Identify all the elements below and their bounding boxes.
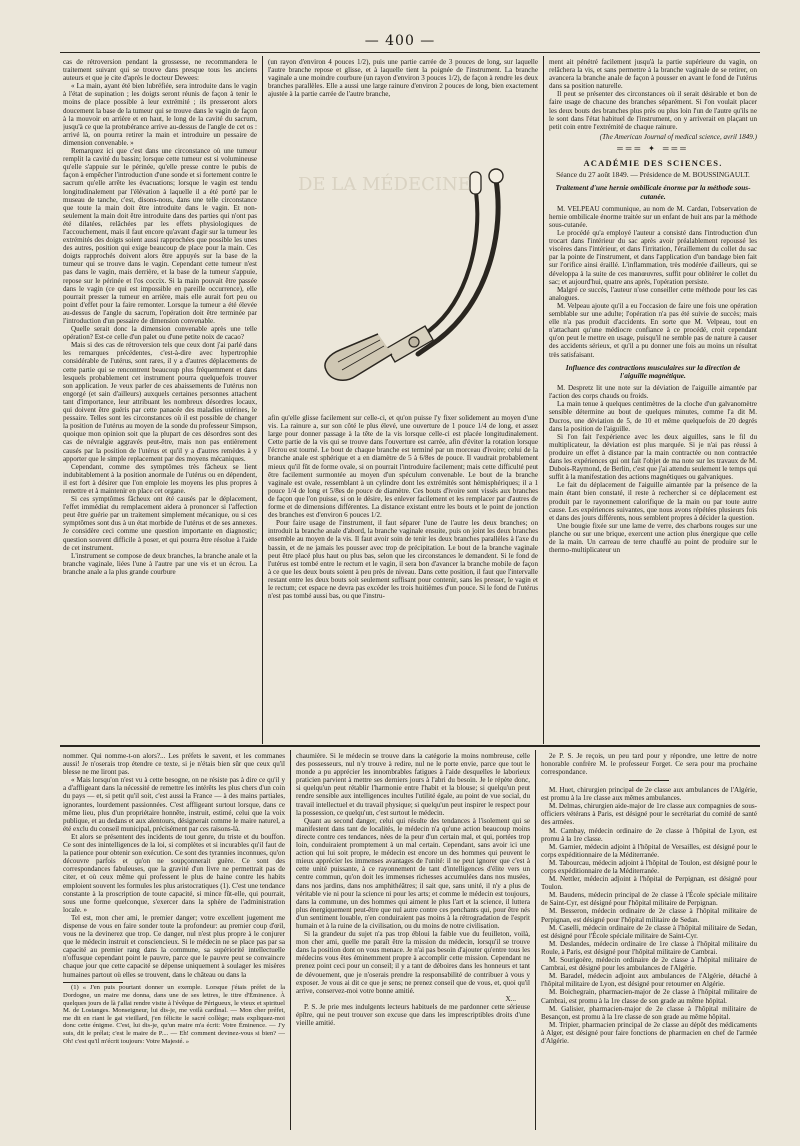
signature: X...: [505, 994, 516, 1003]
paragraph: nommer. Qui nomme-t-on alors?... Les préfets le savent, et les commanes aussi! Je n'oserais trop étendre ce texte, si je n'étais bien sûr que ceux qu'il blesse ne me liront pas.: [63, 752, 285, 777]
feuilleton-column-1: [63, 752, 285, 1130]
surgical-instrument-figure: [268, 140, 530, 412]
header-rule: [60, 52, 760, 53]
paragraph: « Mais lorsqu'on n'est vu à cette besogne, on ne résiste pas à dire ce qu'il y a d'affligeant dans la nécessité de remettre les intérêts les plus chers d'un coin du pays — et, si petit qu'il soit, c'est aussi la France — à des mains partiales, ignorantes, lourdement passionnées. C'est affligeant surtout lorsque, dans ce même lieu, plus d'un propriétaire honnête, instruit, estimé, celui que la voix publique, et au dedans et aux alentours, désignerait comme le maire naturel, a été exclu du conseil municipal, précisément par ces raisons-là.: [63, 776, 285, 833]
article-subheading: Influence des contractions musculaires sur la direction de l'aiguille magnétique.: [565, 362, 741, 380]
paragraph: Pour faire usage de l'instrument, il faut séparer l'une de l'autre les deux branches; on introduit la branche anale d'abord, la branche vaginale ensuite, puis on joint les deux branches ensemble au moyen de la vis. Il faut avoir soin de tenir les deux branches parallèles à l'axe du bassin, et de ne jamais les pousser avec trop de précipitation. Le bout de la branche vaginale peut être placé plus haut ou plus bas, selon que les circonstances le demandent. Si le fond de l'utérus est tombé entre le rectum et le vagin, il sera bon d'avancer la branche mobile de façon à ce que les deux bouts soient à peu près de niveau. Dans cette position, il faut que l'intervalle restant entre les deux bouts soit seulement suffisant pour contenir, sans les presser, le vagin et le rectum; cet espace ne devra pas excéder les trois huitièmes d'un pouce. Si le fond de l'utérus n'est pas tombé aussi bas, ou que l'instru-: [268, 519, 538, 601]
column-2-upper-top: [268, 58, 538, 138]
section-heading: ACADÉMIE DES SCIENCES.: [583, 158, 723, 169]
column-rule-3: [290, 750, 291, 1130]
paragraph: 2e P. S. Je reçois, un peu tard pour y répondre, une lettre de notre honorable confrère M. le professeur Forget. Ce sera pour ma prochaine correspondance.: [541, 752, 757, 777]
list-item: M. Nettler, médecin adjoint à l'hôpital de Perpignan, est désigné pour Toulon.: [541, 875, 757, 892]
list-item: M. Baradel, médecin adjoint aux ambulances de l'Algérie, détaché à l'hôpital militaire de Lyon, est désigné pour retourner en Algérie.: [541, 972, 757, 989]
paragraph: La main tenue à quelques centimètres de la cloche d'un galvanomètre sensible détermine au bout de quelques minutes, comme l'a dit M. Ducros, une déviation de 5, de 10 et même quelquefois de 20 degrés dans la position de l'aiguille.: [549, 400, 757, 433]
column-2-upper-bottom: [268, 414, 538, 742]
paragraph: chaumière. Si le médecin se trouve dans la catégorie la moins nombreuse, celle des possesseurs, nul n'y trouve à redire, nul ne le porte envie, parce que tout le monde a pu apprécier les innombrables fatigues à l'aide desquelles le laborieux praticien parvient à mettre ses derniers jours à l'abri du besoin. Je le répète donc, si quelqu'un peut rétablir l'harmonie entre l'habit et la blouse; si quelqu'un peut rendre sensible aux intelligences incultes l'utilité égale, au point de vue social, du travail intellectuel et du travail physique; si quelqu'un peut inspirer le respect pour la possession, ce quelqu'un, c'est surtout le médecin.: [296, 752, 530, 817]
paragraph: Cependant, comme des symptômes très fâcheux se lient indubitablement à la position anormale de l'utérus ou en dépendent, il est fort à désirer que l'on emploie les moyens les plus propres à remettre et à maintenir en place cet organe.: [63, 462, 257, 495]
paragraph: Malgré ce succès, l'auteur n'ose conseiller cette méthode pour les cas analogues.: [549, 285, 757, 302]
column-1-upper: [63, 58, 257, 742]
anal-branch-ivory-tip: [489, 169, 503, 183]
paragraph: Si ces symptômes fâcheux ont été causés par le déplacement, l'effet immédiat du remplacement aidera à prononcer si l'affection peut être guérie par un traitement simplement mécanique, ou si ces symptômes sont dus à un état morbide de l'utérus et de ses annexes. Je considère ceci comme une question importante en diagnostic; question souvent difficile à poser, et qui pourra être résolue à l'aide de cet instrument.: [63, 495, 257, 552]
paragraph: Tel est, mon cher ami, le premier danger; votre excellent jugement me dispense de vous en faire sonder toute la profondeur: au premier coup d'œil, vous ne la devinerez que trop. Ce danger, nul n'est plus propre à le conjurer que le médecin instruit et consciencieux. Si le médecin ne se place pas par sa capacité au premier rang dans la commune, sa supériorité intellectuelle n'offusque cependant point le pauvre, parce que le pauvre peut se convaincre chaque jour que cette capacité se dépense uniquement à soulager les misères humaines partout où elles se trouvent, dans le château ou dans la: [63, 913, 285, 979]
list-item: M. Caselli, médecin ordinaire de 2e classe à l'hôpital militaire de Sedan, est désigné pour l'École spéciale militaire de Saint-Cyr.: [541, 923, 757, 940]
svg-text:DE LA MÉDECINE: DE LA MÉDECINE: [298, 174, 471, 195]
paragraph: Si la grandeur du sujet n'a pas trop ébloui la faible vue du feuilleton, voilà, mon cher ami, quelle me paraît être la mission du médecin, lorsqu'il se trouve dans la position dont on vous menace. Je n'ai pas besoin d'ajouter qu'entre tous les médecins vous êtes éminemment propre à accomplir cette mission. Cependant ne prenez point ceci pour un conseil; il y a tant de déboires dans les honneurs et tant de dévouement, que je n'oserais prendre la responsabilité de contribuer à vous y exposer. Je vous ai dit ce que je sens; ne prenez conseil que de vous, et, quoi qu'il arrive, conservez-moi votre bonne amitié.: [296, 930, 530, 995]
paragraph: Il peut se présenter des circonstances où il serait désirable et bon de faire usage de chacune des branches séparément. Si l'on voulait placer les deux bouts des branches plus près ou plus loin l'un de l'autre qu'ils ne le sont dans l'état habituel de l'instrument, on y arriverait en plaçant un petit coin entre l'extrémité de chaque rainure.: [549, 90, 757, 131]
list-item: M. Galisier, pharmacien-major de 2e classe à l'hôpital militaire de Besançon, est promu à la 1re classe de son grade au même hôpital.: [541, 1004, 757, 1021]
list-item: M. Tripier, pharmacien principal de 2e classe au dépôt des médicaments à Alger, est désigné pour faire fonctions de pharmacien en chef de l'armée d'Algérie.: [541, 1020, 757, 1045]
paragraph: cas de rétroversion pendant la grossesse, ne recommandera le traitement suivant qui se trouve dans presque tous les anciens auteurs et que je cite d'après le docteur Dewees:: [63, 58, 257, 83]
list-item: M. Delmas, chirurgien aide-major de 1re classe aux compagnies de sous-officiers vétérans à Paris, est désigné pour le secrétariat du comité de santé des armées.: [541, 802, 757, 827]
list-item: M. Baudens, médecin principal de 2e classe à l'École spéciale militaire de Saint-Cyr, est désigné pour l'hôpital militaire de Perpignan.: [541, 891, 757, 908]
list-item: M. Deslandes, médecin ordinaire de 1re classe à l'hôpital militaire du Roule, à Paris, est désigné pour l'hôpital militaire de Cambrai.: [541, 939, 757, 956]
paragraph: « La main, ayant été bien lubréfiée, sera introduite dans le vagin à l'état de supination ; les doigts seront réunis de façon à tenir le moins de place possible à leur extrémité ; ils presseront alors doucement la base de la tumeur qui se trouve dans le vagin de façon à la mouvoir en arrière et en haut, le long de la cavité du sacrum, jusqu'à ce que la protubérance arrive au-dessus de l'angle de cet os : arrivé là, on pourra retirer la main et introduire un pessaire de dimension convenable. »: [63, 82, 257, 147]
paragraph: Mais si des cas de rétroversion tels que ceux dont j'ai parlé dans les remarques précédentes, c'est-à-dire avec hypertrophie considérable de l'utérus, sont rares, il y a d'autres déplacements de cette partie qui se rencontrent beaucoup plus fréquemment et dans lesquels probablement cet instrument pourra quelquefois trouver son application. Je veux parler de ces abaissements de l'utérus non engorgé (et sain d'ailleurs) auxquels certaines personnes attachent tant d'importance, leur attribuant les nombreux désordres locaux, qui doivent être guéris par cette panacée des maladies utérines, le pessaire. Telles sont les circonstances où il est possible de changer la position de l'utérus au moyen de la sonde du professeur Simpson, quoique mon opinion soit que la plupart de ces désordres sont des cas de névralgie aggravés peut-être, mais non pas entièrement causés par la position de l'utérus et qu'il y a d'autres remèdes à y apporter que le simple replacement par des moyens mécaniques.: [63, 341, 257, 463]
feuilleton-rule: [60, 745, 760, 747]
list-item: M. Huet, chirurgien principal de 2e classe aux ambulances de l'Algérie, est promu à la 1re classe aux mêmes ambulances.: [541, 786, 757, 803]
paragraph: Et alors se présentent des incidents de tout genre, du triste et du bouffon. Ce sont des inintelligences de la loi, si complètes et si incurables qu'il faut de la patience pour obtenir son exécution. Ce sont des tyrannies inconnues, qu'on découvre parfois et qu'on ne soupçonnerait guère. Ce sont des correspondances fabuleuses, que la gravité d'un livre ne permettrait pas de citer, et où ceux même qui professent le plus de haine contre les habits emploient souvent les formules les plus aristocratiques (1). C'est une tendance constante à la proscription de toute capacité, si mince fût-elle, qui pourrait, sous une forme quelconque, s'exercer dans la sphère de l'administration locale. »: [63, 832, 285, 914]
postscript: P. S. Je prie mes indulgents lecteurs habituels de me pardonner cette sérieuse épître, qui ne peut trouver son excuse que dans les imprescriptibles droits d'une vieille amitié.: [296, 1002, 530, 1028]
list-item: M. Cambay, médecin ordinaire de 2e classe à l'hôpital de Lyon, est promu à la 1re classe.: [541, 826, 757, 843]
column-rule-2: [543, 56, 544, 744]
paragraph: M. Velpeau ajoute qu'il a eu l'occasion de faire une fois une opération semblable sur une adulte; l'opération n'a pas été suivie de succès; mais elle n'a pas produit d'accidents. En sorte que M. Velpeau, tout en n'attachant qu'une médiocre confiance à ce procédé, croit cependant qu'on peut le mettre en usage, puisqu'il ne semble pas de nature à causer des accidents sérieux, et qu'il a pu donner une fois au moins un résultat très satisfaisant.: [549, 301, 757, 359]
paragraph: ment ait pénétré facilement jusqu'à la partie supérieure du vagin, on relâchera la vis, et sans permettre à la branche vaginale de se retirer, on avancera la branche anale de façon à pousser en avant le fond de l'utérus dans sa position naturelle.: [549, 58, 757, 91]
vaginal-branch-ivory-tip: [470, 172, 481, 194]
paragraph: L'instrument se compose de deux branches, la branche anale et la branche vaginale, liées l'une à l'autre par une vis et un écrou. La branche anale a la plus grande courbure: [63, 551, 257, 576]
article-subheading: Traitement d'une hernie ombilicale énorme par la méthode sous-cutanée.: [555, 183, 751, 201]
small-divider: [629, 780, 669, 781]
paragraph: Quelle serait donc la dimension convenable après une telle opération? Est-ce celle d'un palet ou d'une petite noix de cacao?: [63, 325, 257, 342]
footnote: (1) « J'en puis pourtant donner un exemple. Lorsque j'étais préfet de la Dordogne, un maire me donna, dans une de ses lettres, le titre d'Éminence. À quelques jours de là j'allai rendre visite à l'évêque de Périgueux, le vieux et spirituel M. de Lostanges. Monseigneur, lui dis-je, me voilà cardinal. — Mon cher préfet, me dit en riant le gai vieillard, j'en félicite le sacré collège; mais expliquez-moi donc cette énigme. C'est, lui dis-je, qu'un maire m'a écrit: Votre Éminence. — J'y suis, dit le prélat; c'est le maire de P.... — Eh! comment devinez-vous si bien? — Oh! c'est qu'il m'écrit toujours: Votre Majesté. »: [63, 984, 285, 1045]
list-item: M. Besseron, médecin ordinaire de 2e classe à l'hôpital militaire de Perpignan, est désigné pour l'hôpital militaire de Sedan.: [541, 907, 757, 924]
list-item: M. Tabourcau, médecin adjoint à l'hôpital de Toulon, est désigné pour le corps expéditionnaire de la Méditerranée.: [541, 858, 757, 876]
ornament-divider: ═══ ✦ ═══: [617, 143, 689, 153]
list-item: M. Boichegrain, pharmacien-major de 2e classe à l'hôpital militaire de Cambrai, est promu à la 1re classe de son grade au même hôpital.: [541, 988, 757, 1005]
paragraph: Une bougie fixée sur une lame de verre, des charbons rouges sur une planche ou sur une brique, exercent une action plus énergique que celle de la main. Un carreau de terre chauffé au point de produire sur le thermo-multiplicateur un: [549, 521, 757, 555]
screw-nut: [409, 337, 419, 347]
paragraph: Remarquez ici que c'est dans une circonstance où une tumeur remplit la cavité du bassin; lorsque cette tumeur est si volumineuse qu'elle s'appuie sur le périnée, qu'elle presse contre le pubis de façon à empêcher l'introduction d'une sonde et si fortement contre le sacrum qu'elle arrête les évacuations; lorsque le vagin est tendu longitudinalement par l'élévation à laquelle il a été porté par le museau de tanche, c'est, disons-nous, dans une telle circonstance que toute la main doit être introduite dans le vagin. Et non-seulement la main doit être introduite dans des parties qui n'ont pas été dilatées, relâchées par les effets physiologiques de l'accouchement, mais il faut encore qu'avant d'agir sur la tumeur les extrémités des doigts soient aussi rapprochées que possible les unes des autres, position qui exige beaucoup de place pour la main. Ces doigts rapprochés doivent alors être appuyés sur la base de la tumeur qui se trouve dans le vagin. Cependant cette tumeur n'est pas dans le vagin, mais derrière, et la base de la tumeur s'appuie, repose sur le périnée et l'os coccix. Si la main pouvait être passée dans le vagin (ce qui est impossible en pareille occurrence), elle pourrait presser la tumeur en arrière, mais elle aurait fort peu ou point d'effet pour la faire remonter. Lorsque la tumeur a été élevée au-dessus de l'angle du sacrum, l'opération doit être terminée par l'introduction d'un pessaire de dimension convenable.: [63, 147, 257, 325]
list-item: M. Garnier, médecin adjoint à l'hôpital de Versailles, est désigné pour le corps expéditionnaire de la Méditerranée.: [541, 842, 757, 859]
page-number: — 400 —: [364, 33, 436, 49]
paragraph: M. Despretz lit une note sur la déviation de l'aiguille aimantée par l'action des corps chauds ou froids.: [549, 384, 757, 401]
column-rule-1: [262, 56, 263, 744]
paragraph: Quant au second danger, celui qui résulte des tendances à l'isolement qui se manifestent dans tant de localités, le médecin n'a qu'une action beaucoup moins directe contre ces tendances, nées de la peur d'un certain mal, et qui, portées trop loin, conduiraient promptement à un mal certain. Cependant, sans avoir ici une action qui lui soit propre, le médecin est encore un des hommes qui peuvent le mieux apprécier les immenses avantages de l'unité: il ne peut ignorer que c'est à cette unité puissante, à ce rayonnement de tant d'intelligences d'élite vers un centre commun, qu'on doit les immenses richesses accumulées dans nos musées, dans nos jardins, dans nos amphithéâtres; il sait que, sans unité, il n'y a plus de véritable vie ni pour la science ni pour les arts; et comme le médecin est toujours, dans la commune, un des hommes qui aiment le plus l'art et la science, il luttera plus énergiquement peut-être que nul autre contre ces penchants qui, pour être nés d'un sentiment louable, n'en conduiraient pas moins à la rétrogradation de l'esprit humain et à la ruine de la civilisation, ou du moins de notre civilisation.: [296, 816, 530, 930]
list-item: M. Sourigoère, médecin ordinaire de 2e classe à l'hôpital militaire de Cambrai, est désigné pour les ambulances de l'Algérie.: [541, 956, 757, 973]
paragraph: (un rayon d'environ 4 pouces 1/2), puis une partie carrée de 3 pouces de long, sur laquelle l'autre branche repose et glisse, et à laquelle tient la poignée de l'instrument. La branche vaginale a une moindre courbure (un rayon d'environ 3 pouces 1/2), de façon à rendre les deux branches parallèles. Elle a aussi une large rainure d'environ 2 pouces de long, bien exactement ajustée à la partie carrée de l'autre branche,: [268, 58, 538, 99]
session-line: Séance du 27 août 1849. — Présidence de M. BOUSSINGAULT.: [556, 170, 750, 180]
column-3-upper: [549, 58, 757, 742]
footnote-rule: [63, 982, 123, 983]
paragraph: Le procédé qu'a employé l'auteur a consisté dans l'introduction d'un trocart dans l'intérieur du sac après avoir préalablement repoussé les viscères dans l'intérieur, et dans l'irritation, l'éraillement du collet du sac par la pointe de l'instrument, et dans l'application d'un bandage bien fait sur l'orifice ainsi éraillé. L'inflammation, très modérée d'ailleurs, qui se développa à la suite de ces manœuvres, suffit pour oblitérer le collet du sac; et aujourd'hui, quatre ans après, l'opération persiste.: [549, 229, 757, 286]
paragraph: Si l'on fait l'expérience avec les deux aiguilles, sans le fil du multiplicateur, la déviation est plus marquée. Si je n'ai pas réussi à produire un effet à distance par la main contractée ou non contractée dans les expériences qui ont fait l'objet de ma note sur les travaux de M. Dubois-Raymond, de Berlin, c'est que j'ai attendu seulement le temps qui suffit à la manifestation des actions magnétiques ou galvaniques.: [549, 432, 757, 482]
feuilleton-column-2: [296, 752, 530, 1130]
paragraph: M. VELPEAU communique, au nom de M. Cardan, l'observation de hernie ombilicale énorme traitée sur un enfant de huit ans par la méthode sous-cutanée.: [549, 204, 757, 229]
source-citation: (The American Journal of medical science, avril 1849.): [599, 132, 757, 141]
paragraph: afin qu'elle glisse facilement sur celle-ci, et qu'on puisse l'y fixer solidement au moyen d'une vis. La rainure a, sur son côté le plus élevé, une ouverture de 1 pouce 1/4 de long, et assez large pour donner passage à la tête de la vis lorsque celle-ci est placée longitudinalement. Cette partie de la vis qui se trouve dans l'ouverture est carrée, afin d'éviter la rotation lorsque l'écrou est tourné. Le bout de chaque branche est terminé par un morceau d'ivoire; celui de la branche anale est sphérique et a en diamètre de 5 à 6/8es de pouce. Il vaudrait probablement mieux qu'il fût de forme ovale, si on pourrait l'introduire facilement; mais cette difficulté peut être facilement surmontée au moyen d'un spéculum convenable. Le bout de la branche vaginale est ovale, ressemblant à un cylindre dont les extrémités sont hémisphériques; il a 1 pouce 1/4 de long et 5/8es de pouce de diamètre. Ces bouts d'ivoire sont vissés aux branches de façon que l'on puisse, si on le désire, les enlever facilement et les remplacer par d'autres de forme et de dimensions différentes. La distance existant entre les bouts et le point de jonction des branches est d'environ 6 pouces 1/2.: [268, 414, 538, 520]
paragraph: Le fait du déplacement de l'aiguille aimantée par la présence de la main étant bien constaté, il reste à rechercher si ce déplacement est produit par le rayonnement calorifique de la main ou par toute autre cause. Les expériences suivantes, que nous avons répétées plusieurs fois et dans des jours différents, nous semblent propres à décider la question.: [549, 481, 757, 522]
column-rule-4: [535, 750, 536, 1130]
appointments-column: [541, 752, 757, 1130]
